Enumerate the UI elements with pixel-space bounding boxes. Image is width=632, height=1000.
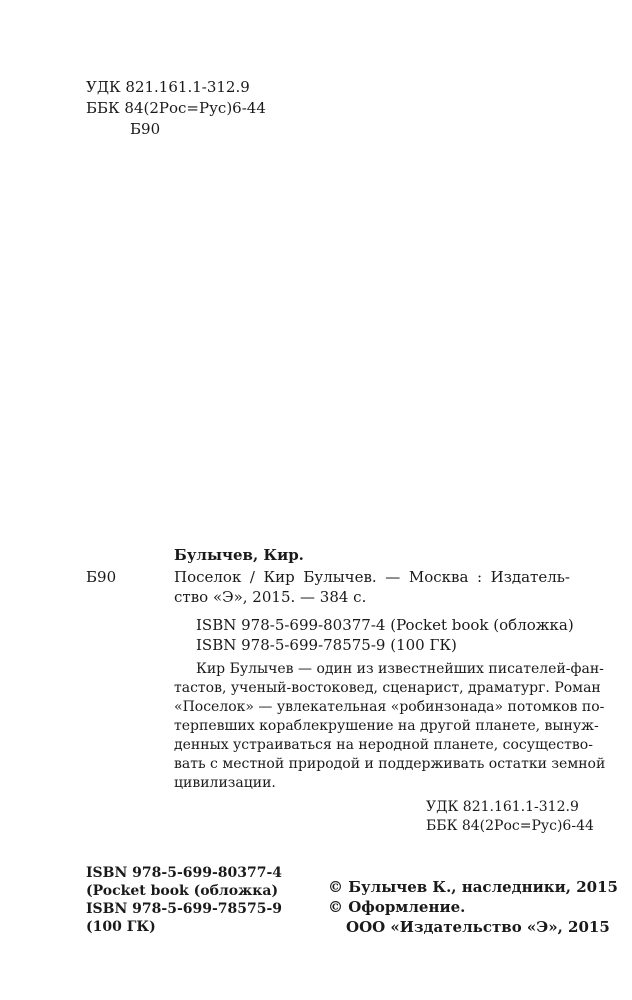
annotation-line: тастов, ученый-востоковед, сценарист, драматург. Роман: [174, 680, 601, 696]
footer-isbn-line: (100 ГК): [86, 919, 156, 935]
title-line-2: ство «Э», 2015. — 384 с.: [174, 588, 367, 606]
annotation-line: денных устраиваться на неродной планете, сосущество-: [174, 737, 593, 753]
author-mark-top: Б90: [130, 120, 161, 138]
annotation-line: вать с местной природой и поддерживать остатки земной: [174, 756, 606, 772]
bbk-code-top: ББК 84(2Рос=Рус)6-44: [86, 99, 266, 117]
title-line-1: Поселок / Кир Булычев. — Москва : Издатель-: [174, 568, 570, 586]
isbn-line-2: ISBN 978-5-699-78575-9 (100 ГК): [196, 636, 457, 654]
annotation-line: Кир Булычев — один из известнейших писателей-фан-: [196, 661, 604, 677]
author-mark: Б90: [86, 568, 117, 586]
copyright-line: © Булычев К., наследники, 2015: [328, 878, 618, 896]
copyright-line: ООО «Издательство «Э», 2015: [346, 918, 610, 936]
annotation-line: цивилизации.: [174, 775, 276, 791]
copyright-line: © Оформление.: [328, 898, 466, 916]
bbk-code-bottom: ББК 84(2Рос=Рус)6-44: [426, 818, 594, 834]
annotation-line: «Поселок» — увлекательная «робинзонада» потомков по-: [174, 699, 605, 715]
author-heading: Булычев, Кир.: [174, 546, 304, 564]
annotation-line: терпевших кораблекрушение на другой планете, вынуж-: [174, 718, 599, 734]
udk-code-top: УДК 821.161.1-312.9: [86, 78, 250, 96]
footer-isbn-line: (Pocket book (обложка): [86, 883, 279, 899]
footer-isbn-line: ISBN 978-5-699-78575-9: [86, 901, 283, 917]
udk-code-bottom: УДК 821.161.1-312.9: [426, 799, 579, 815]
footer-isbn-line: ISBN 978-5-699-80377-4: [86, 865, 283, 881]
isbn-line-1: ISBN 978-5-699-80377-4 (Pocket book (обложка): [196, 616, 574, 634]
